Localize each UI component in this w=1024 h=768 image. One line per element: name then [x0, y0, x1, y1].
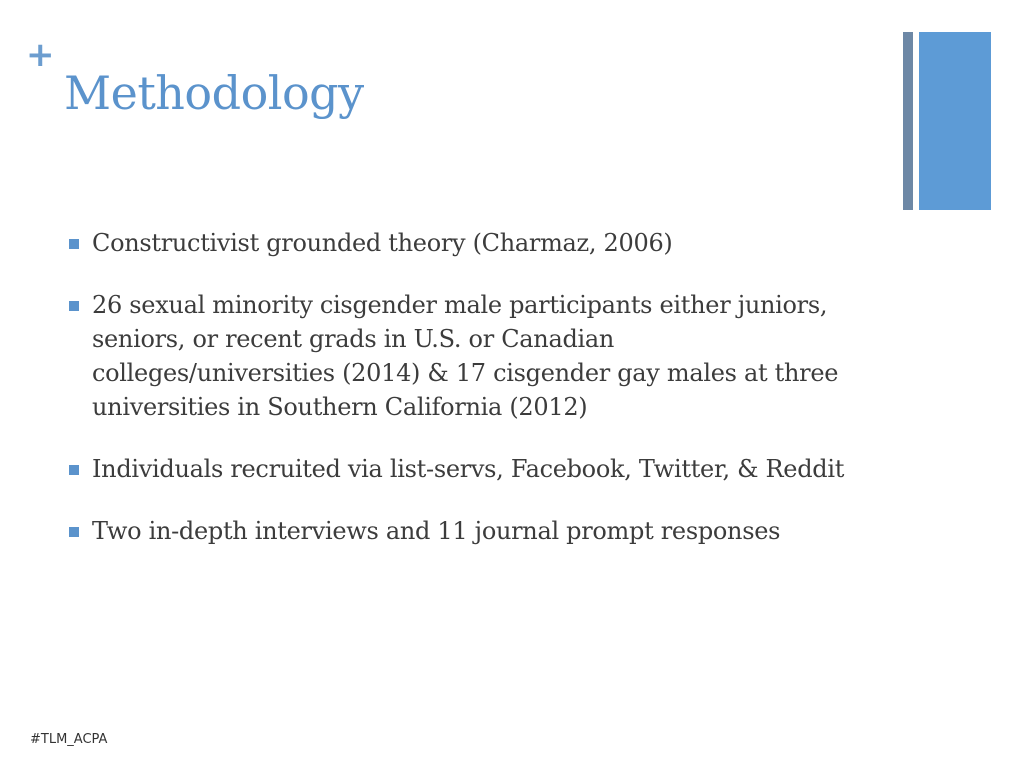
- decorative-bar-wide: [919, 32, 991, 210]
- bullet-item: [66, 514, 846, 548]
- bullet-item: [66, 452, 846, 486]
- bullet-item: [66, 226, 846, 260]
- bullet-text: Individuals recruited via list-servs, Facebook, Twitter, & Reddit: [92, 455, 845, 483]
- bullet-list: [66, 226, 846, 576]
- decorative-bar-thin: [903, 32, 913, 210]
- bullet-text: Constructivist grounded theory (Charmaz, 2006): [92, 229, 673, 257]
- square-bullet-icon: [69, 527, 79, 537]
- slide-title: Methodology: [64, 66, 364, 120]
- bullet-text: Two in-depth interviews and 11 journal prompt responses: [92, 517, 781, 545]
- bullet-text: 26 sexual minority cisgender male participants either juniors, seniors, or recent grads in U.S. or Canadian colleges/universities (2014) & 17 cisgender gay males at three universities in Southern California (2012): [92, 291, 839, 421]
- square-bullet-icon: [69, 301, 79, 311]
- square-bullet-icon: [69, 239, 79, 249]
- bullet-item: [66, 288, 846, 424]
- plus-icon: +: [26, 35, 55, 75]
- footer-hashtag: #TLM_ACPA: [30, 732, 108, 747]
- square-bullet-icon: [69, 465, 79, 475]
